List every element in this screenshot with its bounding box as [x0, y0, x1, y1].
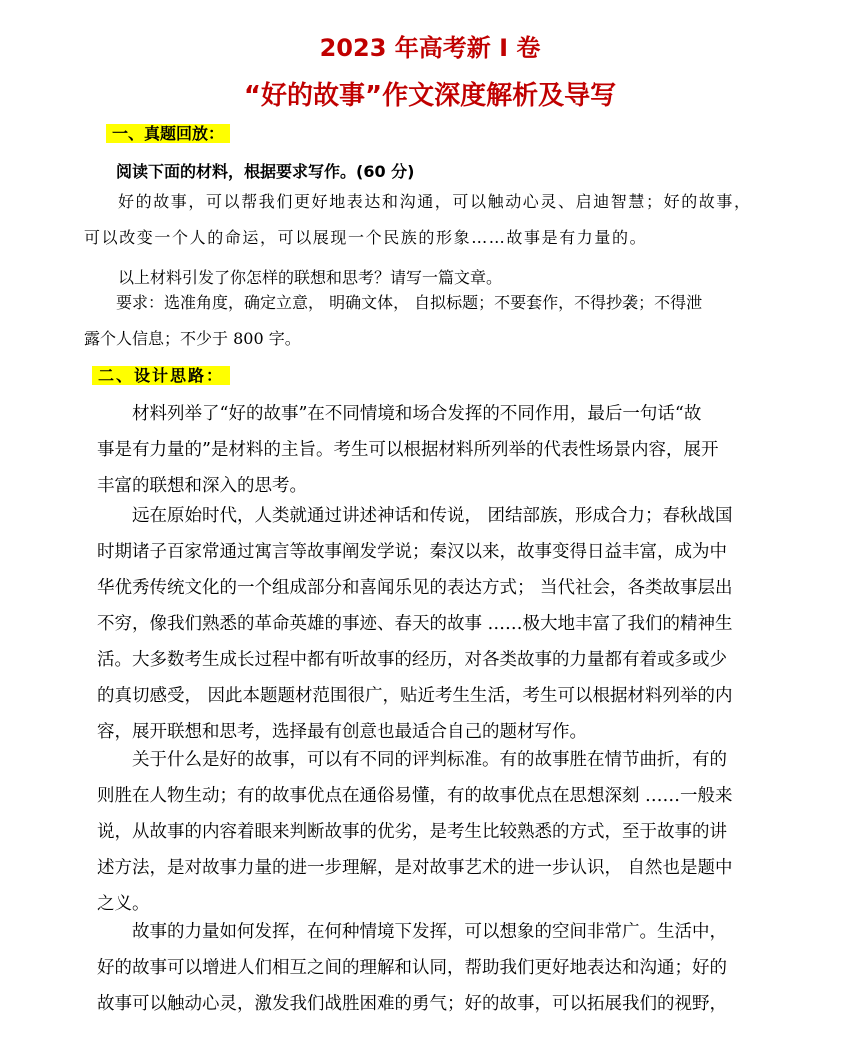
paragraph-line: 丰富的联想和深入的思考。: [97, 476, 307, 496]
paragraph-line: 事是有力量的”是材料的主旨。考生可以根据材料所列举的代表性场景内容，展开: [97, 440, 719, 460]
paragraph-line: 述方法，是对故事力量的进一步理解，是对故事艺术的进一步认识， 自然也是题中: [97, 858, 733, 878]
section-heading-1: [106, 122, 230, 146]
highlighted-heading-text: 一、真题回放：: [106, 124, 230, 143]
paragraph-line: 容，展开联想和思考，选择最有创意也最适合自己的题材写作。: [97, 722, 587, 742]
paragraph-line: 活。大多数考生成长过程中都有听故事的经历，对各类故事的力量都有着或多或少: [97, 650, 727, 670]
material-text: [0, 189, 860, 261]
paragraph-line: 远在原始时代，人类就通过讲述神话和传说， 团结部族，形成合力；春秋战国: [132, 506, 733, 526]
paragraph-line: 不穷，像我们熟悉的革命英雄的事迹、春天的故事 ……极大地丰富了我们的精神生: [97, 614, 733, 634]
paragraph-line: 好的故事可以增进人们相互之间的理解和认同，帮助我们更好地表达和沟通；好的: [97, 958, 727, 978]
paragraph-line: 则胜在人物生动；有的故事优点在通俗易懂，有的故事优点在思想深刻 ……一般来: [97, 786, 733, 806]
design-paragraph-1: [0, 396, 860, 504]
paragraph-line: 故事的力量如何发挥，在何种情境下发挥，可以想象的空间非常广。生活中，: [132, 922, 727, 942]
paragraph-line: 华优秀传统文化的一个组成部分和喜闻乐见的表达方式； 当代社会，各类故事层出: [97, 578, 733, 598]
paragraph-line: 之义。: [97, 894, 150, 914]
paragraph-line: 说，从故事的内容着眼来判断故事的优劣，是考生比较熟悉的方式，至于故事的讲: [97, 822, 727, 842]
document-title: 2023 年高考新 I 卷: [319, 34, 541, 62]
paragraph-line: 时期诸子百家常通过寓言等故事阐发学说；秦汉以来，故事变得日益丰富，成为中: [97, 542, 727, 562]
design-paragraph-2: [0, 498, 860, 750]
requirements-text: [0, 290, 860, 362]
prompt-text: 以上材料引发了你怎样的联想和思考？请写一篇文章。: [118, 268, 503, 287]
design-paragraph-4: [0, 914, 860, 1022]
paragraph-line: 的真切感受， 因此本题题材范围很广，贴近考生生活，考生可以根据材料列举的内: [97, 686, 733, 706]
material-line: 可以改变一个人的命运，可以展现一个民族的形象……故事是有力量的。: [84, 228, 648, 247]
instruction-text: 阅读下面的材料，根据要求写作。(60 分): [116, 162, 415, 181]
paragraph-line: 关于什么是好的故事，可以有不同的评判标准。有的故事胜在情节曲折，有的: [132, 750, 727, 770]
highlighted-heading-text: 二、设计思路：: [92, 366, 230, 385]
requirements-line: 要求：选准角度，确定立意， 明确文体， 自拟标题；不要套作，不得抄袭；不得泄: [116, 293, 703, 312]
material-line: 好的故事，可以帮我们更好地表达和沟通，可以触动心灵、启迪智慧；好的故事，: [118, 192, 752, 211]
design-paragraph-3: [0, 742, 860, 922]
paragraph-line: 故事可以触动心灵，激发我们战胜困难的勇气；好的故事，可以拓展我们的视野，: [97, 994, 727, 1014]
document-subtitle: “好的故事”作文深度解析及导写: [243, 81, 617, 111]
paragraph-line: 材料列举了“好的故事”在不同情境和场合发挥的不同作用，最后一句话“故: [132, 404, 702, 424]
section-heading-2: [92, 364, 230, 388]
requirements-line: 露个人信息；不少于 800 字。: [84, 329, 301, 348]
